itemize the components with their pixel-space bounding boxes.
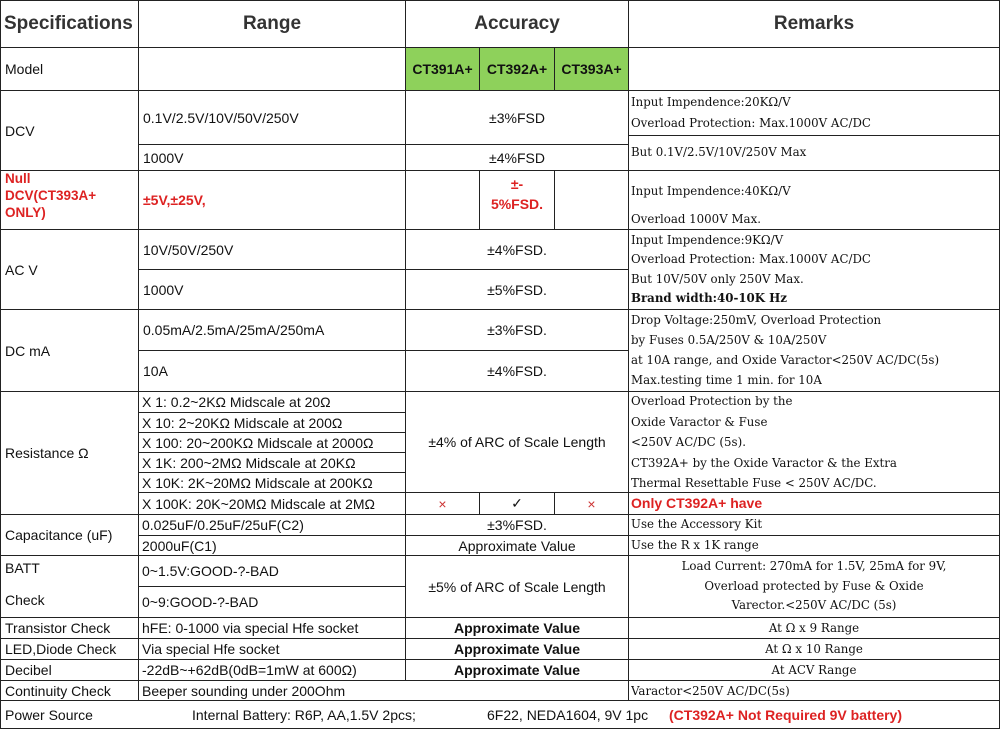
row-label-check: Check bbox=[5, 592, 45, 608]
dcv-range-2: 1000V bbox=[143, 149, 184, 166]
dcma-remark-3: at 10A range, and Oxide Varactor<250V AC/DC(5s) bbox=[631, 353, 940, 367]
model-ct391a: CT391A+ bbox=[406, 48, 479, 90]
acv-remark-2: Overload Protection: Max.1000V AC/DC bbox=[631, 252, 871, 266]
led-accuracy: Approximate Value bbox=[453, 641, 581, 657]
res-remark-3: <250V AC/DC (5s). bbox=[631, 435, 746, 449]
res-ct391a-cross-icon: × bbox=[438, 495, 447, 512]
led-range: Via special Hfe socket bbox=[142, 641, 280, 657]
cap-range-2: 2000uF(C1) bbox=[142, 537, 217, 554]
power-text-2: 6F22, NEDA1604, 9V 1pc bbox=[487, 706, 649, 723]
row-label-power: Power Source bbox=[5, 706, 93, 723]
led-remark: At Ω x 10 Range bbox=[765, 642, 863, 656]
res-range-x1: X 1: 0.2~2KΩ Midscale at 20Ω bbox=[142, 394, 331, 410]
header-specifications: Specifications bbox=[4, 12, 133, 34]
row-label-resistance: Resistance Ω bbox=[5, 445, 89, 461]
model-ct393a: CT393A+ bbox=[555, 48, 628, 90]
power-text-1: Internal Battery: R6P, AA,1.5V 2pcs; bbox=[192, 706, 416, 723]
row-label-continuity: Continuity Check bbox=[5, 682, 111, 699]
row-label-acv: AC V bbox=[5, 261, 38, 278]
row-label-model: Model bbox=[5, 61, 44, 77]
dcv-remark-3: But 0.1V/2.5V/10V/250V Max bbox=[631, 145, 807, 159]
row-label-dcv: DCV bbox=[5, 122, 35, 139]
dec-remark: At ACV Range bbox=[771, 663, 857, 677]
dcv-accuracy-1: ±3%FSD bbox=[489, 109, 545, 126]
cap-range-1: 0.025uF/0.25uF/25uF(C2) bbox=[142, 517, 304, 533]
acv-remark-4: Brand width:40-10K Hz bbox=[631, 291, 787, 305]
acv-remark-3: But 10V/50V only 250V Max. bbox=[631, 272, 804, 286]
acv-range-1: 10V/50V/250V bbox=[143, 241, 234, 258]
acv-accuracy-1: ±4%FSD. bbox=[487, 241, 547, 258]
trans-accuracy: Approximate Value bbox=[453, 620, 581, 636]
cont-remark: Varactor<250V AC/DC(5s) bbox=[631, 683, 790, 698]
res-remark-4: CT392A+ by the Oxide Varactor & the Extra bbox=[631, 456, 897, 470]
res-range-x10k: X 10K: 2K~20MΩ Midscale at 200KΩ bbox=[142, 474, 373, 491]
cap-remark-1: Use the Accessory Kit bbox=[631, 517, 763, 531]
null-range: ±5V,±25V, bbox=[143, 192, 206, 208]
dec-range: -22dB~+62dB(0dB=1mW at 600Ω) bbox=[142, 662, 357, 678]
cap-remark-2: Use the R x 1K range bbox=[631, 538, 759, 552]
res-range-x100: X 100: 20~200KΩ Midscale at 2000Ω bbox=[142, 434, 374, 451]
row-label-led-diode: LED,Diode Check bbox=[5, 641, 117, 657]
model-ct392a: CT392A+ bbox=[480, 48, 554, 90]
acv-accuracy-2: ±5%FSD. bbox=[487, 281, 547, 298]
row-label-transistor: Transistor Check bbox=[5, 620, 111, 636]
null-remark-2: Overload 1000V Max. bbox=[631, 212, 761, 226]
acv-range-2: 1000V bbox=[143, 281, 184, 298]
dcma-accuracy-1: ±3%FSD. bbox=[487, 322, 547, 338]
dcv-range-1: 0.1V/2.5V/10V/50V/250V bbox=[143, 109, 299, 126]
batt-accuracy: ±5% of ARC of Scale Length bbox=[428, 578, 606, 595]
cap-accuracy-2: Approximate Value bbox=[458, 537, 576, 554]
batt-remark-2: Overload protected by Fuse & Oxide bbox=[704, 579, 924, 593]
null-accuracy: ±- 5%FSD. bbox=[490, 176, 544, 212]
cap-accuracy-1: ±3%FSD. bbox=[487, 517, 547, 533]
trans-range: hFE: 0-1000 via special Hfe socket bbox=[142, 620, 359, 636]
dcma-accuracy-2: ±4%FSD. bbox=[487, 363, 547, 379]
res-ct392a-check-icon: ✓ bbox=[511, 495, 523, 511]
row-label-null-dcv: Null DCV(CT393A+ ONLY) bbox=[5, 171, 97, 220]
power-text-3: (CT392A+ Not Required 9V battery) bbox=[669, 706, 902, 723]
null-remark-1: Input Impendence:40KΩ/V bbox=[631, 184, 791, 198]
dcv-remark-2: Overload Protection: Max.1000V AC/DC bbox=[631, 116, 871, 130]
dcma-remark-2: by Fuses 0.5A/250V & 10A/250V bbox=[631, 333, 827, 347]
row-label-decibel: Decibel bbox=[5, 662, 52, 678]
header-accuracy: Accuracy bbox=[474, 12, 560, 34]
dcv-accuracy-2: ±4%FSD bbox=[489, 149, 545, 166]
res-ct393a-cross-icon: × bbox=[587, 495, 596, 512]
dcma-remark-1: Drop Voltage:250mV, Overload Protection bbox=[631, 313, 882, 327]
dcma-remark-4: Max.testing time 1 min. for 10A bbox=[631, 373, 822, 387]
res-range-x100k: X 100K: 20K~20MΩ Midscale at 2MΩ bbox=[142, 495, 375, 512]
row-label-dcma: DC mA bbox=[5, 342, 51, 359]
header-range: Range bbox=[242, 12, 302, 34]
batt-remark-3: Varector.<250V AC/DC (5s) bbox=[731, 598, 897, 612]
dcma-range-1: 0.05mA/2.5mA/25mA/250mA bbox=[143, 322, 325, 338]
res-remark-5: Thermal Resettable Fuse < 250V AC/DC. bbox=[631, 476, 877, 490]
res-remark-1: Overload Protection by the bbox=[631, 394, 793, 408]
header-remarks: Remarks bbox=[773, 12, 855, 34]
res-range-x10: X 10: 2~20KΩ Midscale at 200Ω bbox=[142, 414, 343, 431]
batt-range-1: 0~1.5V:GOOD-?-BAD bbox=[142, 563, 279, 579]
cont-range: Beeper sounding under 200Ohm bbox=[142, 682, 346, 699]
dcv-remark-1: Input Impendence:20KΩ/V bbox=[631, 95, 791, 109]
row-label-batt: BATT bbox=[5, 560, 40, 576]
trans-remark: At Ω x 9 Range bbox=[768, 621, 860, 635]
acv-remark-1: Input Impendence:9KΩ/V bbox=[631, 233, 784, 247]
dec-accuracy: Approximate Value bbox=[453, 662, 581, 678]
res-accuracy: ±4% of ARC of Scale Length bbox=[428, 434, 606, 450]
row-label-capacitance: Capacitance (uF) bbox=[5, 527, 113, 543]
res-range-x1k: X 1K: 200~2MΩ Midscale at 20KΩ bbox=[142, 454, 356, 471]
res-remark-2: Oxide Varactor & Fuse bbox=[631, 415, 768, 429]
batt-remark-1: Load Current: 270mA for 1.5V, 25mA for 9V, bbox=[681, 559, 947, 573]
dcma-range-2: 10A bbox=[143, 363, 168, 379]
batt-range-2: 0~9:GOOD-?-BAD bbox=[142, 594, 259, 610]
res-only-note: Only CT392A+ have bbox=[631, 495, 763, 511]
